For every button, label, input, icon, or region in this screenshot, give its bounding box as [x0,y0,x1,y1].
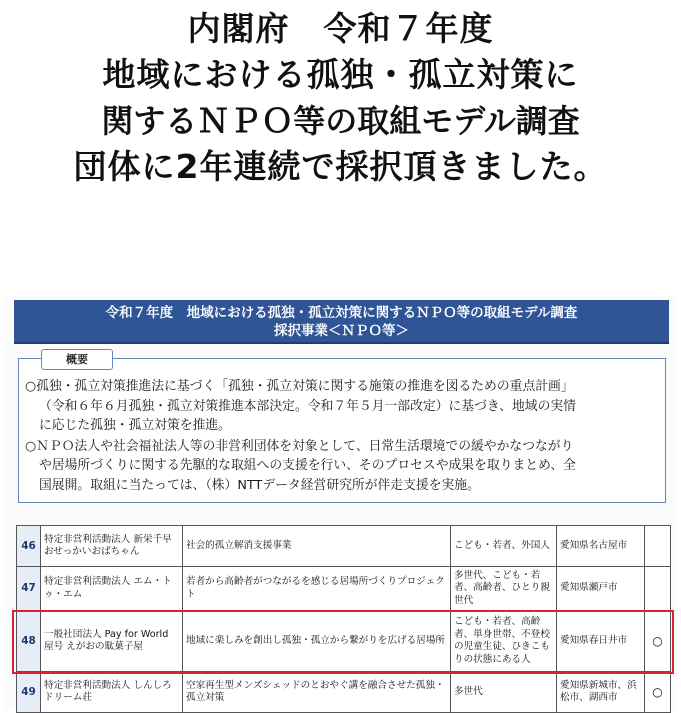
organization-cell: 特定非営利活動法人 しんしろドリーム荘 [41,672,183,713]
area-cell: 愛知県新城市、浜松市、湖西市 [557,672,645,713]
headline [0,6,681,190]
mark-cell: ○ [645,611,671,672]
headline-line-4: 団体に2年連続で採択頂きました。 [73,147,608,186]
row-number: 47 [17,567,41,611]
organization-cell: 特定非営利活動法人 エム・トゥ・エム [41,567,183,611]
table-row [17,526,671,567]
target-cell: こども・若者、高齢者、単身世帯、不登校の児童生徒、ひきこもりの状態にある人 [451,611,557,672]
headline-line-2: 地域における孤独・孤立対策に [102,55,579,94]
overview-box [18,353,666,503]
organization-cell: 一般社団法人 Pay for World 屋号 えがおの駄菓子屋 [41,611,183,672]
banner-line-2: 採択事業＜ＮＰＯ等＞ [274,323,409,339]
mark-cell [645,567,671,611]
table-row-highlighted [17,611,671,672]
document-banner [14,300,669,344]
overview-paragraph-1 [25,377,661,436]
row-number: 48 [17,611,41,672]
banner-line-1: 令和７年度 地域における孤独・孤立対策に関するＮＰＯ等の取組モデル調査 [105,305,578,321]
overview-p2-line-1: ○ＮＰＯ法人や社会福祉法人等の非営利団体を対象として、日常生活環境での緩やかなつながり [25,438,574,454]
target-cell: 多世代 [451,672,557,713]
overview-body [25,377,661,496]
adopted-projects-table [16,525,671,713]
overview-p1-line-2: （令和６年６月孤独・孤立対策推進本部決定。令和７年５月一部改定）に基づき、地域の実情 [39,398,576,414]
project-cell: 若者から高齢者がつながるを感じる居場所づくりプロジェクト [183,567,451,611]
area-cell: 愛知県名古屋市 [557,526,645,567]
headline-line-1: 内閣府 令和７年度 [187,9,494,48]
headline-line-3: 関するＮＰＯ等の取組モデル調査 [101,102,580,140]
project-cell: 社会的孤立解消支援事業 [183,526,451,567]
overview-p2-line-3: 国展開。取組に当たっては、（株）NTTデータ経営研究所が伴走支援を実施。 [39,477,480,493]
document-image [4,296,677,710]
overview-p2-line-2: や居場所づくりに関する先駆的な取組への支援を行い、そのプロセスや成果を取りまとめ、全 [39,458,576,473]
project-cell: 空家再生型メンズシェッドのとおやぐ講を融合させた孤独・孤立対策 [183,672,451,713]
target-cell: 多世代、こども・若者、高齢者、ひとり親世代 [451,567,557,611]
mark-cell: ○ [645,672,671,713]
table-row [17,672,671,713]
overview-paragraph-2 [25,437,661,496]
row-number: 46 [17,526,41,567]
overview-p1-line-3: に応じた孤独・孤立対策を推進。 [39,418,231,433]
area-cell: 愛知県瀬戸市 [557,567,645,611]
area-cell: 愛知県春日井市 [557,611,645,672]
table-row [17,567,671,611]
project-cell: 地域に楽しみを創出し孤独・孤立から繋がりを広げる居場所 [183,611,451,672]
target-cell: こども・若者、外国人 [451,526,557,567]
overview-label: 概要 [41,349,113,370]
organization-cell: 特定非営利活動法人 新栄千早おせっかいおばちゃん [41,526,183,567]
overview-p1-line-1: ○孤独・孤立対策推進法に基づく「孤独・孤立対策に関する施策の推進を図るための重点計画」 [25,379,574,394]
mark-cell [645,526,671,567]
row-number: 49 [17,672,41,713]
